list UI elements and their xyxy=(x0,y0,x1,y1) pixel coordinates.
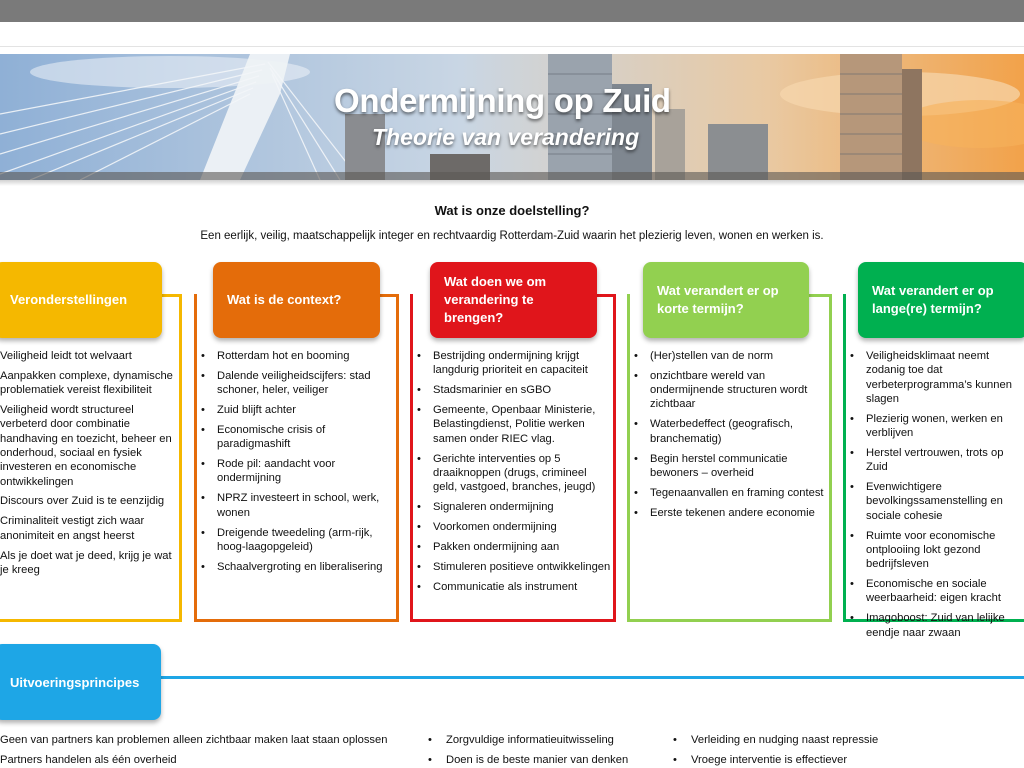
list-item: • Ruimte voor economische ontplooiing lokt gezond bedrijfsleven xyxy=(850,529,1024,572)
heading-korte-termijn xyxy=(643,262,809,338)
banner-image xyxy=(0,54,1024,180)
list-item: • Economische en sociale weerbaarheid: eigen kracht xyxy=(850,577,1024,606)
list-item: • Waterbedeffect (geografisch, branchematig) xyxy=(634,417,826,446)
list-item: • Vroege interventie is effectiever xyxy=(673,753,973,767)
list-item: • Begin herstel communicatie bewoners – overheid xyxy=(634,452,826,481)
divider-line xyxy=(0,46,1024,47)
list-item: • Bestrijding ondermijning krijgt langdurig prioriteit en capaciteit xyxy=(417,349,613,378)
list-item: • Herstel vertrouwen, trots op Zuid xyxy=(850,446,1024,475)
list-item: Veiligheid wordt structureel verbeterd door combinatie handhaving en toezicht, beheer en onderhoud, sociaal en fysiek investeren en economische ontwikkelingen xyxy=(0,404,172,488)
list-item: • Doen is de beste manier van denken xyxy=(428,753,658,767)
banner-shadow xyxy=(0,180,1024,186)
list-item: • Zuid blijft achter xyxy=(201,403,396,417)
uitvoering-list-3 xyxy=(673,733,973,768)
list-item: Discours over Zuid is te eenzijdig xyxy=(0,495,165,508)
list-veronderstellingen xyxy=(0,349,178,583)
list-item: • Dreigende tweedeling (arm-rijk, hoog-laagopgeleid) xyxy=(201,526,396,555)
heading-context xyxy=(213,262,380,338)
list-item: • Eerste tekenen andere economie xyxy=(634,506,826,520)
list-item: • (Her)stellen van de norm xyxy=(634,349,826,363)
list-item: • Dalende veiligheidscijfers: stad schoner, heler, veiliger xyxy=(201,369,396,398)
list-item: • Stadsmarinier en sGBO xyxy=(417,383,613,397)
list-item: Geen van partners kan problemen alleen zichtbaar maken laat staan oplossen xyxy=(0,734,388,746)
list-item: • Communicatie als instrument xyxy=(417,580,613,594)
uitvoering-list-2 xyxy=(428,733,658,768)
list-context xyxy=(201,349,396,580)
uitvoering-line xyxy=(161,676,1024,679)
heading-lange-termijn-label: Wat verandert er op lange(re) termijn? xyxy=(872,283,994,316)
goal-question: Wat is onze doelstelling? xyxy=(434,203,590,218)
list-item: • Rotterdam hot en booming xyxy=(201,349,396,363)
list-korte-termijn xyxy=(634,349,826,526)
heading-veronderstellingen xyxy=(0,262,162,338)
column-line-verandering xyxy=(596,294,616,297)
list-item: Veiligheid leidt tot welvaart xyxy=(0,350,132,362)
list-item: • Stimuleren positieve ontwikkelingen xyxy=(417,560,613,574)
page-subtitle: Theorie van verandering xyxy=(372,124,640,150)
heading-uitvoeringsprincipes xyxy=(0,644,161,720)
list-item: Partners handelen als één overheid xyxy=(0,753,177,766)
list-item: • Voorkomen ondermijning xyxy=(417,520,613,534)
list-item: • NPRZ investeert in school, werk, wonen xyxy=(201,491,396,520)
heading-uitvoeringsprincipes-label: Uitvoeringsprincipes xyxy=(10,674,140,690)
list-item: • Rode pil: aandacht voor ondermijning xyxy=(201,457,396,486)
list-item: • Veiligheidsklimaat neemt zodanig toe dat verbeterprogramma’s kunnen slagen xyxy=(850,349,1024,406)
list-verandering xyxy=(417,349,613,600)
list-item: • onzichtbare wereld van ondermijnende structuren wordt zichtbaar xyxy=(634,369,826,412)
heading-korte-termijn-label: Wat verandert er op korte termijn? xyxy=(657,283,779,316)
column-line-context xyxy=(379,294,399,297)
list-item: • Zorgvuldige informatieuitwisseling xyxy=(428,733,658,747)
heading-lange-termijn xyxy=(858,262,1024,338)
window-top-bar xyxy=(0,0,1024,22)
uitvoering-list-1 xyxy=(0,733,420,768)
list-item: • Schaalvergroting en liberalisering xyxy=(201,560,396,574)
list-item: • Verleiding en nudging naast repressie xyxy=(673,733,973,747)
goal-answer: Een eerlijk, veilig, maatschappelijk integer en rechtvaardig Rotterdam-Zuid waarin het plezierig leven, wonen en werken is. xyxy=(200,230,824,242)
heading-verandering-label: Wat doen we om verandering te brengen? xyxy=(444,274,547,325)
heading-veronderstellingen-label: Veronderstellingen xyxy=(10,292,128,307)
list-item: • Gemeente, Openbaar Ministerie, Belastingdienst, Politie werken samen onder RIEC vlag. xyxy=(417,403,613,446)
list-item: Criminaliteit vestigt zich waar anonimiteit en angst heerst xyxy=(0,515,145,542)
list-item: • Gerichte interventies op 5 draaiknoppen (drugs, crimineel geld, vastgoed, branches, jeugd) xyxy=(417,452,613,495)
page-title: Ondermijning op Zuid xyxy=(334,82,671,119)
list-item: Aanpakken complexe, dynamische problematiek vereist flexibiliteit xyxy=(0,369,173,397)
list-item: • Economische crisis of paradigmashift xyxy=(201,423,396,452)
heading-context-label: Wat is de context? xyxy=(227,292,342,307)
list-item: • Imagoboost: Zuid van lelijke eendje naar zwaan xyxy=(850,611,1024,640)
list-item: • Pakken ondermijning aan xyxy=(417,540,613,554)
list-item: Als je doet wat je deed, krijg je wat je kreeg xyxy=(0,549,172,576)
column-line-korte-termijn xyxy=(808,294,832,297)
heading-verandering xyxy=(430,262,597,338)
list-item: • Signaleren ondermijning xyxy=(417,500,613,514)
list-item: • Tegenaanvallen en framing contest xyxy=(634,486,826,500)
list-lange-termijn xyxy=(850,349,1024,646)
column-line-veronderstellingen xyxy=(160,294,182,297)
list-item: • Plezierig wonen, werken en verblijven xyxy=(850,412,1024,441)
list-item: • Evenwichtigere bevolkingssamenstelling en sociale cohesie xyxy=(850,480,1024,523)
